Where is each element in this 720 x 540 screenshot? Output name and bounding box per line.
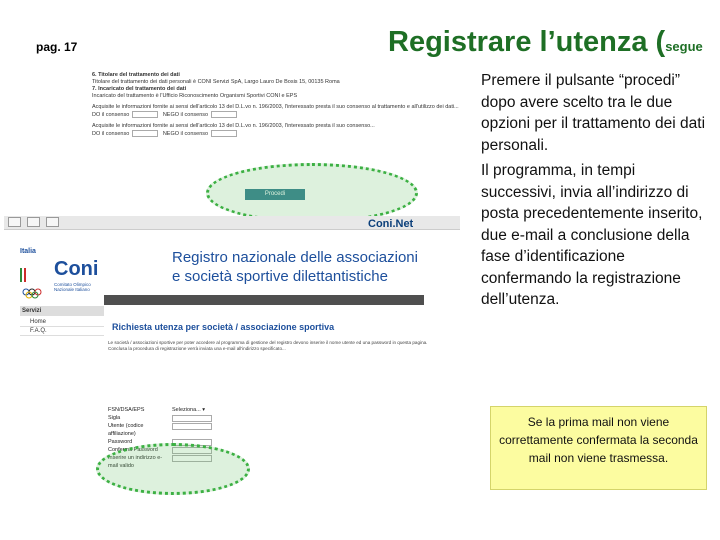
consent2-no-radio[interactable] [211,130,237,137]
form-label: Conferma Password [108,447,158,453]
section6-text: Titolare del trattamento dei dati personali è CONI Servizi SpA, Largo Lauro De Bosis 15, 00135 Roma [92,79,340,85]
bullet-item: Premere il pulsante “procedi” dopo avere scelto tra le due opzioni per il trattamento dei dati personali. [481,72,706,154]
utente-input[interactable] [172,423,212,430]
side-menu-item-home[interactable]: Home [20,318,104,327]
toolbar-button[interactable] [27,217,40,227]
coni-italia-text: Italia [20,248,36,255]
bullet-item: Il programma, in tempi successivi, invia all’indirizzo di posta precedentemente inserito, due e-mail a conclusione della fase d’identificazione confermando la registrazione dell’utenza. [481,162,703,308]
request-title: Richiesta utenza per società / associazione sportiva [112,322,335,332]
sigla-input[interactable] [172,415,212,422]
registry-title [172,248,418,286]
coni-subtitle: Comitato Olimpico Nazionale Italiano [54,282,91,292]
coninet-brand: Coni.Net [368,218,414,230]
consent1-yes-radio[interactable] [132,111,158,118]
consent2-no-option[interactable]: NEGO il consenso [162,130,209,137]
request-intro-text: Le società / associazioni sportive per poter accedere al programma di gestione del registro devono inserire il nome utente ed una password in questa pagina. Conclusa la procedura di registrazione verrà inviata una e-mail all'indirizzo specificato... [108,340,428,351]
consent1-yes-option[interactable]: DO il consenso [92,111,130,118]
highlight-consent-oval [206,163,418,223]
side-menu [20,306,104,336]
procedi-button[interactable]: Procedi [245,189,305,200]
form-row-fsn [108,406,212,414]
toolbar-button[interactable] [46,217,59,227]
consent1-options [92,111,460,119]
side-menu-item-faq[interactable]: F.A.Q. [20,327,104,336]
page-number: pag. 17 [36,40,78,54]
section7-heading: 7. Incaricato del trattamento dei dati [92,86,187,92]
consent2-text: Acquisite le informazioni fornite ai sensi dell'articolo 13 del D.L.vo n. 196/2003, l'interessato presta il suo consenso... [92,122,375,129]
consent2-yes-radio[interactable] [132,130,158,137]
section7-text: Incaricato del trattamento è l'Ufficio Riconoscimento Organismi Sportivi CONI e EPS [92,93,298,99]
form-label: FSN/DSA/EPS [108,407,145,413]
slide-title-suffix: segue [665,39,703,54]
form-row-utente [108,422,212,438]
section6-heading: 6. Titolare del trattamento dei dati [92,72,180,78]
form-label: Utente (codice affiliazione) [108,423,144,437]
toolbar-button[interactable] [8,217,21,227]
slide-title-main: Registrare l’utenza ( [388,26,666,58]
coni-word: Coni [54,258,99,280]
consent1-text: Acquisite le informazioni fornite ai sensi dell'articolo 13 del D.L.vo n. 196/2003, l'interessato presta il suo consenso al trattamento e all'utilizzo dei dati... [92,104,459,110]
consent1-no-radio[interactable] [211,111,237,118]
consent2-options [92,130,460,138]
registration-screenshot [4,216,460,490]
highlight-email-oval [96,443,250,495]
warning-note: Se la prima mail non viene correttamente confermata la seconda mail non viene trasmessa. [490,406,707,490]
header-band [104,295,424,305]
form-label: Password [108,439,133,445]
consent2-yes-option[interactable]: DO il consenso [92,130,130,137]
registry-title-line2: e società sportive dilettantistiche [172,268,388,285]
form-row-sigla [108,414,212,422]
slide-title [388,26,703,59]
form-label: Inserire un indirizzo e-mail valido [108,455,163,469]
registry-title-line1: Registro nazionale delle associazioni [172,249,418,266]
consent1-no-option[interactable]: NEGO il consenso [162,111,209,118]
fsn-select[interactable]: Seleziona... ▾ [172,407,206,413]
bullet-list [481,70,707,315]
side-menu-header: Servizi [20,306,104,316]
form-label: Sigla [108,415,121,421]
